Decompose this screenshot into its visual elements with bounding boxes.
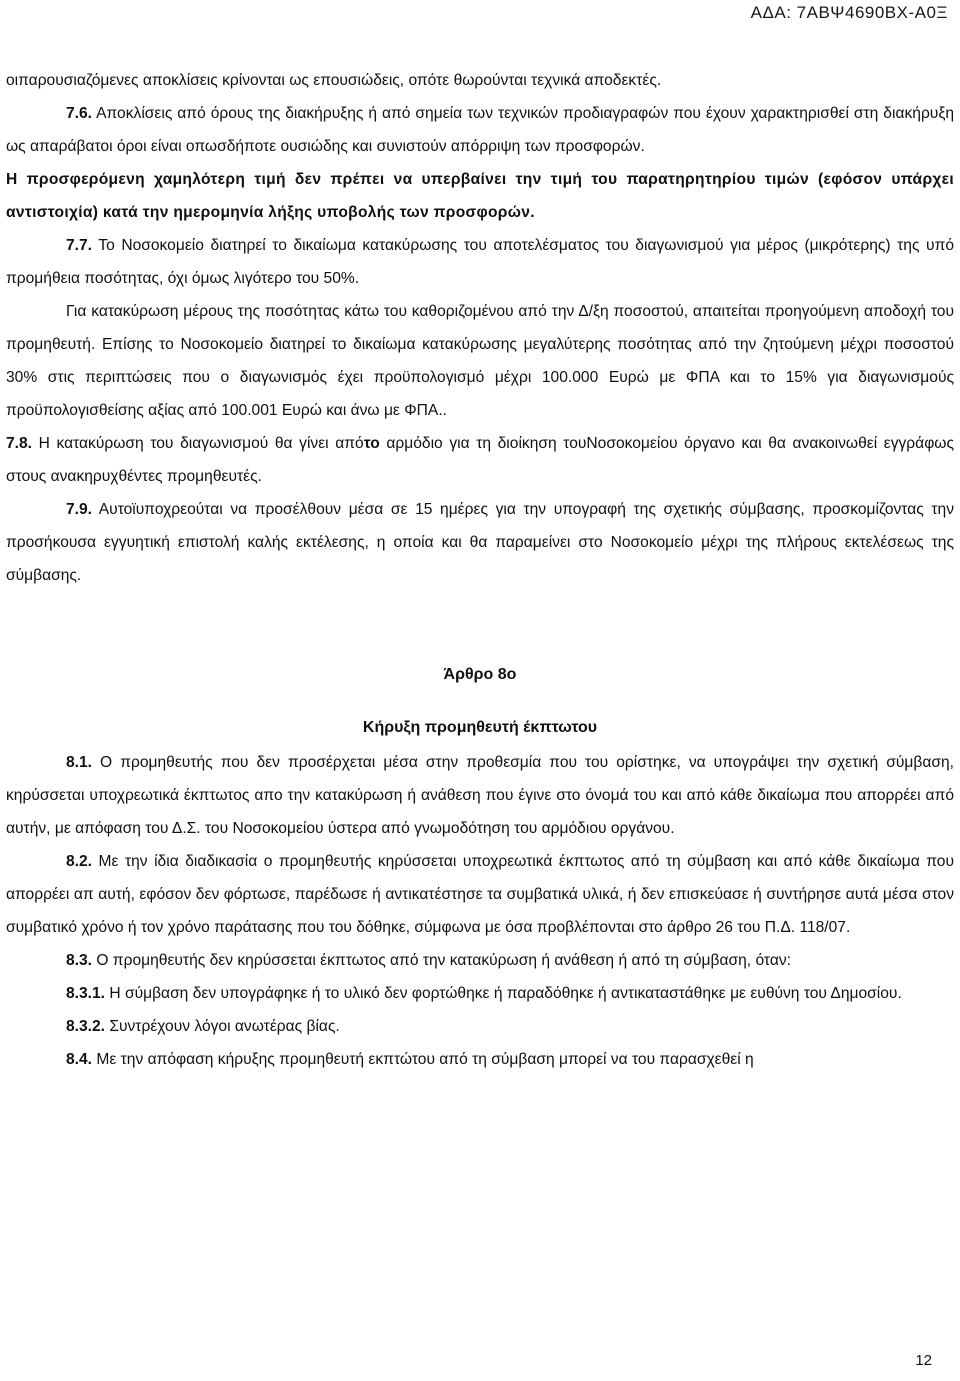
paragraph-number: 8.2. (66, 853, 93, 870)
paragraph-price-observatory (6, 163, 954, 229)
paragraph-number: 8.3.2. (66, 1018, 106, 1035)
paragraph-8-1 (6, 746, 954, 845)
paragraph-number: 8.4. (66, 1051, 93, 1068)
paragraph-8-3 (6, 944, 954, 977)
paragraph-partial-award (6, 295, 954, 427)
paragraph-8-3-2 (6, 1010, 954, 1043)
paragraph-8-3-1 (6, 977, 954, 1010)
paragraph-continuation (6, 64, 954, 97)
article-subtitle: Κήρυξη προμηθευτή έκπτωτου (362, 719, 598, 736)
paragraph-text: Συντρέχουν λόγοι ανωτέρας βίας. (105, 1018, 340, 1035)
paragraph-number: 7.6. (66, 105, 93, 122)
paragraph-8-2 (6, 845, 954, 944)
paragraph-number: 7.9. (66, 501, 93, 518)
paragraph-text: Η σύμβαση δεν υπογράφηκε ή το υλικό δεν φορτώθηκε ή παραδόθηκε ή αντικαταστάθηκε με ευθύνη του Δημοσίου. (105, 985, 902, 1002)
paragraph-text: Το Νοσοκομείο διατηρεί το δικαίωμα κατακύρωσης του αποτελέσματος του διαγωνισμού για μέρος (μικρότερης) της υπό προμήθεια ποσότητας, όχι όμως λιγότερο του 50%. (6, 237, 954, 287)
paragraph-text: Η κατακύρωση του διαγωνισμού θα γίνει από (32, 435, 364, 452)
paragraph-text: Με την απόφαση κήρυξης προμηθευτή εκπτώτου από τη σύμβαση μπορεί να του παρασχεθεί η (92, 1051, 754, 1068)
paragraph-text: Αυτοϊυποχρεούται να προσέλθουν μέσα σε 15 ημέρες για την υπογραφή της σχετικής σύμβασης, προσκομίζοντας την προσήκουσα εγγυητική επιστολή καλής εκτέλεσης, η οποία και θα παραμείνει στο Νοσοκομείο μέχρι της πλήρους εκτελέσεως της σύμβασης. (6, 501, 954, 584)
article-title: Άρθρο 8ο (443, 666, 517, 683)
paragraph-number: 8.3.1. (66, 985, 106, 1002)
paragraph-text: Ο προμηθευτής που δεν προσέρχεται μέσα στην προθεσμία που του ορίστηκε, να υπογράψει την σχετική σύμβαση, κηρύσσεται υποχρεωτικά έκπτωτος απο την κατακύρωση ή ανάθεση που έγινε στο όνομά του και από κάθε δικαίωμα που απορρέει από αυτήν, με απόφαση του Δ.Σ. του Νοσοκομείου ύστερα από γνωμοδότηση του αρμόδιου οργάνου. (6, 754, 954, 837)
paragraph-7-9 (6, 493, 954, 592)
section-spacer (6, 592, 954, 658)
paragraph-8-4 (6, 1043, 954, 1076)
paragraph-number: 8.3. (66, 952, 93, 969)
page-number: 12 (915, 1352, 932, 1369)
paragraph-text: Ο προμηθευτής δεν κηρύσσεται έκπτωτος από την κατακύρωση ή ανάθεση ή από τη σύμβαση, όταν: (92, 952, 792, 969)
paragraph-text: οιπαρουσιαζόμενες αποκλίσεις κρίνονται ως επουσιώδεις, οπότε θωρούνται τεχνικά αποδεκτές. (6, 72, 662, 89)
paragraph-text: Με την ίδια διαδικασία ο προμηθευτής κηρύσσεται υποχρεωτικά έκπτωτος από τη σύμβαση και από κάθε δικαίωμα που απορρέει απ αυτή, εφόσον δεν φόρτωσε, παρέδωσε ή αντικατέστησε τα συμβατικά υλικά, ή δεν επισκεύασε ή συντήρησε αυτά μέσα στον συμβατικό χρόνο ή τον χρόνο παράτασης που του δόθηκε, σύμφωνα με όσα προβλέπονται στο άρθρο 26 του Π.Δ. 118/07. (6, 853, 954, 936)
paragraph-text-bold: το (363, 435, 380, 452)
paragraph-text: Για κατακύρωση μέρους της ποσότητας κάτω του καθοριζομένου από την Δ/ξη ποσοστού, απαιτείται προηγούμενη αποδοχή του προμηθευτή. Επίσης το Νοσοκομείο διατηρεί το δικαίωμα κατακύρωσης μεγαλύτερης ποσότητας από την ζητούμενη μέχρι ποσοστού 30% στις περιπτώσεις που ο διαγωνισμός έχει προϋπολογισμό μέχρι 100.000 Ευρώ με ΦΠΑ και το 15% για διαγωνισμούς προϋπολογισθείσης αξίας από 100.001 Ευρώ και άνω με ΦΠΑ.. (6, 303, 954, 419)
paragraph-text: Αποκλίσεις από όρους της διακήρυξης ή από σημεία των τεχνικών προδιαγραφών που έχουν χαρακτηρισθεί στη διακήρυξη ως απαράβατοι όροι είναι οπωσδήποτε ουσιώδης και συνιστούν απόρριψη των προσφορών. (6, 105, 954, 155)
paragraph-number: 7.8. (6, 435, 33, 452)
paragraph-7-7 (6, 229, 954, 295)
paragraph-7-8 (6, 427, 954, 493)
document-body (6, 64, 954, 1076)
ada-code-header: ΑΔΑ: 7ΑΒΨ4690ΒΧ-Α0Ξ (750, 3, 948, 22)
paragraph-text: Η προσφερόμενη χαμηλότερη τιμή δεν πρέπει να υπερβαίνει την τιμή του παρατηρητηρίου τιμών (εφόσον υπάρχει αντιστοιχία) κατά την ημερομηνία λήξης υποβολής των προσφορών. (6, 171, 954, 221)
paragraph-number: 7.7. (66, 237, 93, 254)
paragraph-number: 8.1. (66, 754, 93, 771)
paragraph-text: αρμόδιο για τη διοίκηση τουΝοσοκομείου όργανο και θα ανακοινωθεί εγγράφως στους ανακηρυχθέντες προμηθευτές. (6, 435, 954, 485)
paragraph-7-6 (6, 97, 954, 163)
